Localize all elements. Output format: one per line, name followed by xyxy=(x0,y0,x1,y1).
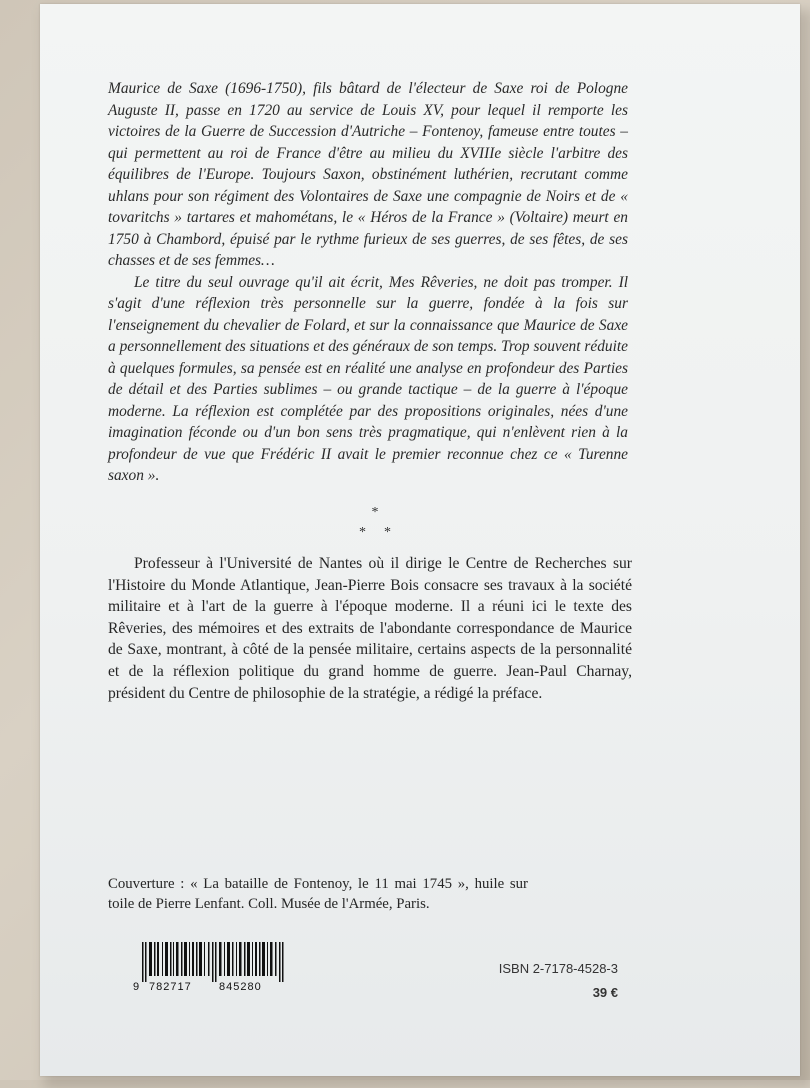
asterism-top: * xyxy=(371,505,379,520)
isbn-label: ISBN 2-7178-4528-3 xyxy=(498,961,618,976)
barcode-right-digits: 845280 xyxy=(219,981,262,992)
barcode-first-digit: 9 xyxy=(133,981,140,992)
barcode xyxy=(132,942,302,992)
author-bio-text: Professeur à l'Université de Nantes où il dirige le Centre de Recherches sur l'Histoire du Monde Atlantique, Jean-Pierre Bois consacre ses travaux à la société militaire et à l'art de la guerre à l'époque moderne. Il a réuni ici le texte des Rêveries, des mémoires et des extraits de l'abondante correspondance de Maurice de Saxe, montrant, à côté de la pensée militaire, certains aspects de la personnalité et de la réflexion politique du grand homme de guerre. Jean-Paul Charnay, président du Centre de philosophie de la stratégie, a rédigé la préface. xyxy=(108,555,632,702)
blurb-paragraph-1: Maurice de Saxe (1696-1750), fils bâtard de l'électeur de Saxe roi de Pologne Auguste II, passe en 1720 au service de Louis XV, pour lequel il remporte les victoires de la Guerre de Succession d'Autriche – Fontenoy, fameuse entre toutes – qui permettent au roi de France d'être au milieu du XVIIIe siècle l'arbitre des équilibres de l'Europe. Toujours Saxon, obstinément luthérien, recrutant comme uhlans pour son régiment des Volontaires de Saxe une compagnie de Noirs et de « tovaritchs » tartares et mahométans, le « Héros de la France » (Voltaire) meurt en 1750 à Chambord, épuisé par le rythme furieux de ses guerres, de ses fêtes, de ses chasses et de ses femmes… xyxy=(108,80,628,269)
author-bio xyxy=(108,553,632,704)
asterism-bottom: ** xyxy=(359,525,409,540)
blurb-paragraph-2: Le titre du seul ouvrage qu'il ait écrit, Mes Rêveries, ne doit pas tromper. Il s'agit d'une réflexion très personnelle sur la guerre, fondée à la fois sur l'enseignement du chevalier de Folard, et sur la connaissance que Maurice de Saxe a personnellement des situations et des généraux de son temps. Trop souvent réduite à quelques formules, sa pensée est en réalité une analyse en profondeur des Parties de détail et des Parties sublimes – ou grande tactique – de la guerre à l'époque moderne. La réflexion est complétée par des propositions originales, nées d'une imagination féconde ou d'un bon sens très pragmatique, qui n'enlèvent rien à la profondeur de vue que Frédéric II avait le premier reconnue chez ce « Turenne saxon ». xyxy=(108,273,628,484)
asterism-separator xyxy=(320,506,430,546)
barcode-left-digits: 782717 xyxy=(149,981,192,992)
price-label: 39 € xyxy=(592,985,618,1000)
barcode-bars xyxy=(142,942,284,982)
blurb-italic xyxy=(108,78,628,487)
cover-credit: Couverture : « La bataille de Fontenoy, le 11 mai 1745 », huile sur toile de Pierre Lenfant. Coll. Musée de l'Armée, Paris. xyxy=(108,876,528,912)
